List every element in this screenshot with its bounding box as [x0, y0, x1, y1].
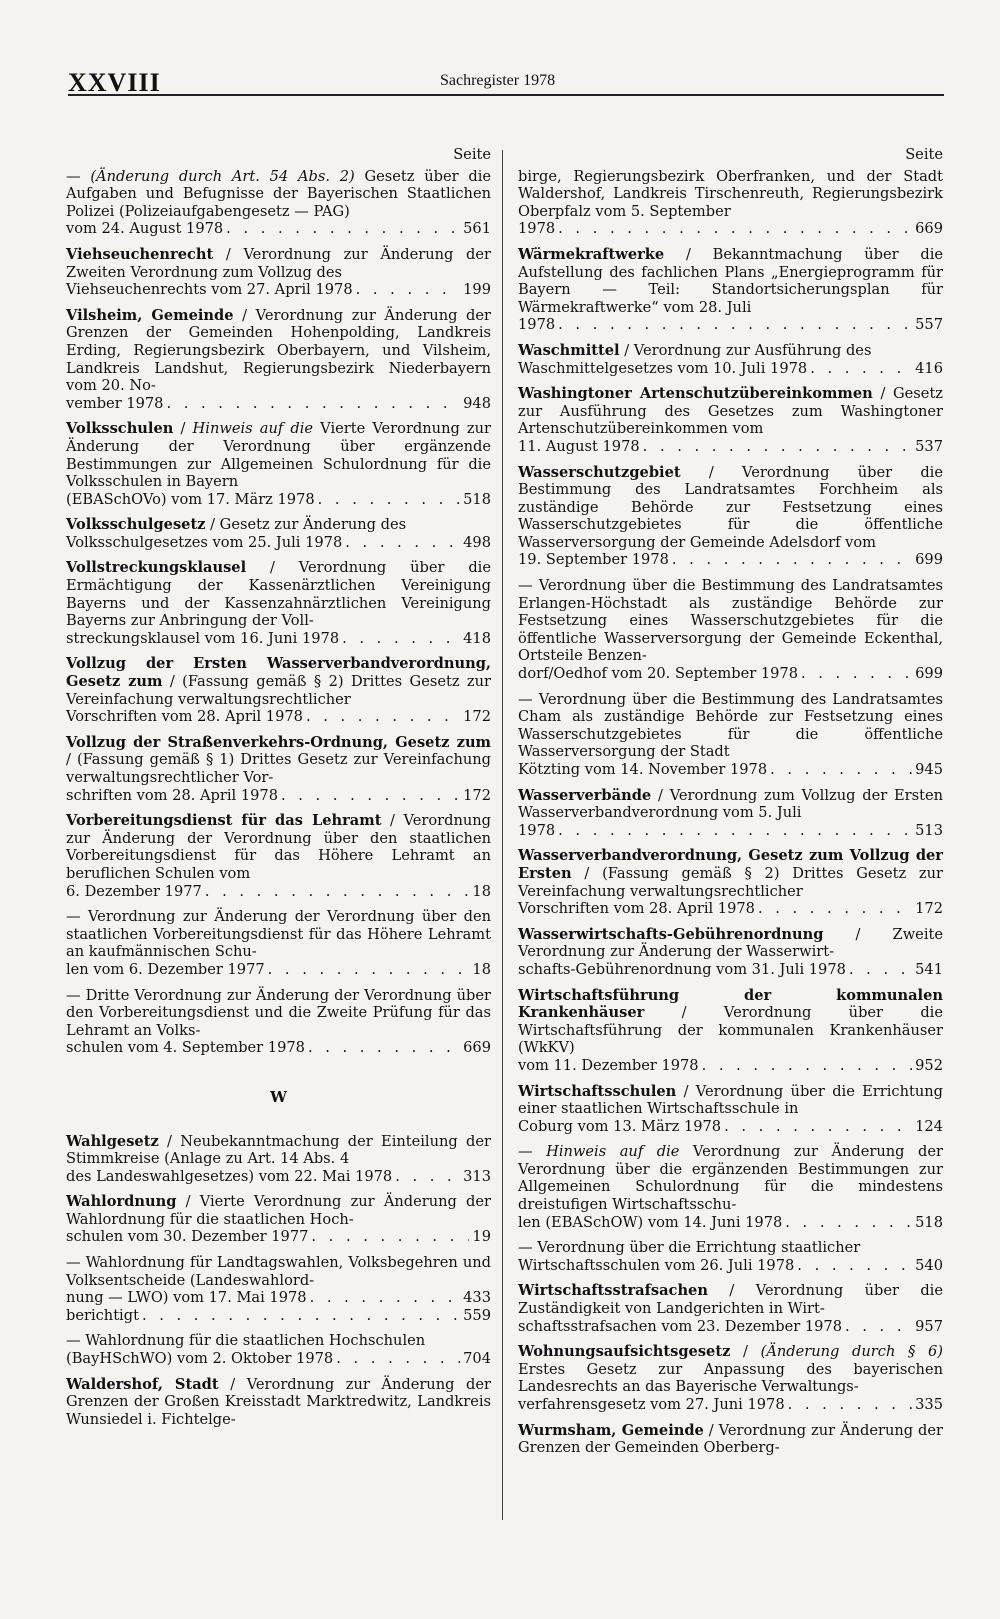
entry-text: Wirtschaftsschulen vom 26. Juli 1978	[518, 1256, 795, 1274]
index-entry	[66, 516, 491, 551]
entry-page-line	[66, 961, 491, 979]
entry-note: Hinweis auf die	[192, 420, 314, 438]
entry-text: Vorschriften vom 28. April 1978	[518, 900, 755, 918]
index-entry	[518, 1239, 943, 1274]
leader-dots	[318, 491, 460, 509]
entry-text: schafts-Gebührenordnung vom 31. Juli 1978	[518, 960, 846, 978]
entry-page-line	[518, 761, 943, 779]
entry-heading: Wirtschaftsführung der kommunalen Krankenhäuser	[518, 986, 943, 1022]
page-reference: 561	[463, 220, 491, 238]
entry-heading: Wurmsham, Gemeinde	[518, 1421, 704, 1439]
entry-text: —	[66, 167, 91, 185]
index-entry	[518, 1083, 943, 1136]
leader-dots	[849, 961, 912, 979]
entry-text: Erstes Gesetz zur Anpassung des bayerischen Landesrechts an das Bayerische Verwaltungs-	[518, 1360, 943, 1396]
index-entry	[66, 1376, 491, 1429]
entry-heading: Volksschulen	[66, 420, 174, 438]
entry-heading: Wasserschutzgebiet	[518, 463, 681, 481]
entry-page-line	[518, 1057, 943, 1075]
leader-dots	[336, 1350, 460, 1368]
entry-page-line	[66, 534, 491, 552]
entry-text: / Gesetz zur Änderung des	[205, 516, 407, 534]
entry-text: / Zweite Verordnung zur Änderung der Wasserwirt-	[518, 925, 943, 961]
entry-text: len (EBASchOW) vom 14. Juni 1978	[518, 1213, 783, 1231]
leader-dots	[142, 1307, 460, 1325]
leader-dots	[205, 883, 470, 901]
entry-text: /	[730, 1343, 761, 1361]
entry-text: schulen vom 30. Dezember 1977	[66, 1228, 309, 1246]
entry-heading: Wahlordnung	[66, 1193, 177, 1211]
index-entry	[518, 847, 943, 917]
entry-text: Viehseuchenrechts vom 27. April 1978	[66, 281, 353, 299]
page-header	[68, 70, 944, 96]
entry-heading: Wasserverbandverordnung, Gesetz zum Vollzug der Ersten	[518, 847, 943, 882]
leader-dots	[643, 438, 912, 456]
seite-label: Seite	[453, 146, 491, 163]
entry-heading: Waldershof, Stadt	[66, 1375, 219, 1393]
leader-dots	[801, 665, 912, 683]
page-reference: 518	[463, 490, 491, 508]
entry-text: Verordnung zur Änderung der Verordnung über die ergänzenden Bestimmungen zur Allgemeinen Schulordnung für die mindestens dreistufigen Wirtschaftsschu-	[518, 1143, 944, 1214]
page-reference: 559	[463, 1306, 491, 1324]
entry-text: vom 24. August 1978	[66, 220, 224, 238]
column-divider	[502, 150, 503, 1520]
entry-heading: Washingtoner Artenschutzübereinkommen	[518, 385, 873, 403]
entry-text: len vom 6. Dezember 1977	[66, 960, 265, 978]
entry-heading: Vorbereitungsdienst für das Lehramt	[66, 812, 382, 830]
page-reference: 540	[915, 1256, 943, 1274]
entry-text: / Gesetz zur Ausführung des Gesetzes zum Washingtoner Artenschutzübereinkommen vom	[518, 385, 943, 438]
page-reference: 433	[463, 1289, 491, 1307]
leader-dots	[724, 1118, 912, 1136]
entry-heading: Wirtschaftsstrafsachen	[518, 1282, 708, 1300]
entry-page-line	[518, 900, 943, 918]
entry-page-line	[66, 1039, 491, 1057]
section-letter: W	[270, 1087, 287, 1106]
page-reference: 518	[915, 1213, 943, 1231]
entry-text: Kötzting vom 14. November 1978	[518, 761, 768, 778]
entry-text: —	[518, 1143, 547, 1161]
entry-text: — Wahlordnung für Landtagswahlen, Volksbegehren und Volksentscheide (Landeswahlord-	[66, 1254, 491, 1289]
entry-text: 6. Dezember 1977	[66, 882, 202, 900]
entry-text: (EBASchOVo) vom 17. März 1978	[66, 490, 315, 508]
entry-text: Vierte Verordnung zur Änderung der Verordnung über ergänzende Bestimmungen zur Allgemeinen Schulordnung für die Volksschulen in Bayern	[66, 420, 491, 491]
entry-page-line	[518, 1257, 943, 1275]
leader-dots	[166, 395, 460, 413]
left-column	[66, 146, 491, 1436]
leader-dots	[810, 360, 912, 378]
index-entry	[66, 812, 491, 900]
index-entry	[518, 691, 943, 779]
page-reference: 957	[915, 1317, 943, 1335]
leader-dots	[308, 1039, 460, 1057]
entry-page-line	[66, 281, 491, 299]
page-reference: 172	[463, 708, 491, 726]
leader-dots	[788, 1396, 913, 1414]
index-entry	[66, 1193, 491, 1246]
index-entry	[66, 987, 491, 1057]
leader-dots	[226, 220, 460, 238]
index-entry	[66, 1133, 491, 1186]
entry-page-line	[66, 1168, 491, 1186]
entry-page-line	[518, 1214, 943, 1232]
leader-dots	[672, 551, 912, 569]
entry-page-line	[518, 1396, 943, 1414]
entry-text: / Verordnung über die Bestimmung des Landratsamtes Forchheim als zuständige Behörde zur Festsetzung eines Wasserschutzgebietes für die öffentliche Wasserversorgung der Gemeinde Adelsdorf vom	[518, 463, 943, 551]
entry-text: / Verordnung zur Änderung der Grenzen der Gemeinden Hohenpolding, Landkreis Erding, Regierungsbezirk Oberbayern, und Vilsheim, Landkreis Landshut, Regierungsbezirk Niederbayern vom 20. No-	[66, 306, 492, 395]
leader-dots	[702, 1057, 913, 1075]
entry-text: / Verordnung zur Änderung der Zweiten Verordnung zum Vollzug des	[66, 245, 491, 281]
right-column	[518, 146, 943, 1465]
entry-page-line	[518, 665, 943, 683]
page-reference: 669	[915, 220, 943, 238]
page-reference: 124	[915, 1117, 943, 1135]
leader-dots	[342, 630, 460, 648]
entry-heading: Wohnungsaufsichtsgesetz	[518, 1343, 731, 1361]
leader-dots	[281, 787, 460, 805]
leader-dots	[558, 316, 912, 334]
entry-text: Gesetz über die Aufgaben und Befugnisse der Bayerischen Staatlichen Polizei (Polizeiaufgabengesetz — PAG)	[66, 167, 491, 220]
entry-heading: Vilsheim, Gemeinde	[66, 306, 234, 324]
entry-text: — Dritte Verordnung zur Änderung der Verordnung über den Vorbereitungsdienst und die Zweite Prüfung für das Lehramt an Volks-	[66, 986, 491, 1039]
entry-text: 1978	[518, 220, 556, 238]
entry-text: Volksschulgesetzes vom 25. Juli 1978	[66, 533, 343, 551]
entry-page-line	[66, 883, 491, 901]
page-reference: 537	[915, 437, 943, 455]
entry-text: — Verordnung über die Bestimmung des Landratsamtes Erlangen-Höchstadt als zuständige Behörde zur Festsetzung eines Wasserschutzgebietes für die öffentliche Wasserversorgung der Gemeinde Eckenthal, Ortsteile Benzen-	[518, 577, 943, 665]
entry-text: / Verordnung über die Ermächtigung der Kassenärztlichen Vereinigung Bayerns und der Kassenzahnärztlichen Vereinigung Bayerns zur Anbringung der Voll-	[66, 559, 491, 630]
entry-text: schulen vom 4. September 1978	[66, 1039, 305, 1057]
entry-page-line	[518, 438, 943, 456]
entry-heading: Wirtschaftsschulen	[518, 1082, 677, 1100]
index-entry	[66, 307, 491, 413]
entry-text: 1978	[518, 821, 556, 839]
leader-dots	[558, 822, 912, 840]
entry-text: / Verordnung über die Errichtung einer staatlichen Wirtschaftsschule in	[518, 1082, 943, 1118]
entry-text: Coburg vom 13. März 1978	[518, 1117, 722, 1135]
entry-text: schaftsstrafsachen vom 23. Dezember 1978	[518, 1317, 842, 1335]
index-entry	[518, 168, 943, 238]
leader-dots	[845, 1318, 912, 1336]
entry-text: vember 1978	[66, 394, 164, 412]
page-reference: 704	[463, 1350, 491, 1368]
entry-text: des Landeswahlgesetzes) vom 22. Mai 1978	[66, 1167, 393, 1185]
page-reference: 699	[915, 551, 943, 569]
page-reference: 418	[463, 629, 491, 647]
entry-text: 1978	[518, 316, 556, 334]
leader-dots	[558, 220, 912, 238]
entry-text: / (Fassung gemäß § 2) Drittes Gesetz zur Vereinfachung verwaltungsrechtlicher	[66, 673, 491, 708]
entry-text: dorf/Oedhof vom 20. September 1978	[518, 665, 798, 683]
leader-dots	[306, 708, 460, 726]
entry-text: vom 11. Dezember 1978	[518, 1056, 699, 1074]
leader-dots	[268, 961, 470, 979]
leader-dots	[311, 1228, 469, 1246]
entry-text: streckungsklausel vom 16. Juni 1978	[66, 629, 340, 647]
entry-page-line	[518, 551, 943, 569]
entry-page-line	[66, 491, 491, 509]
entry-text: 19. September 1978	[518, 551, 669, 569]
leader-dots	[395, 1168, 460, 1186]
index-entry	[518, 385, 943, 455]
entry-page-line	[518, 822, 943, 840]
entry-page-line	[66, 1307, 491, 1325]
entry-text: / (Fassung gemäß § 1) Drittes Gesetz zur Vereinfachung verwaltungsrechtlicher Vor-	[66, 751, 491, 786]
entry-heading: Wahlgesetz	[66, 1132, 159, 1150]
entry-text: / Verordnung über die Wirtschaftsführung der kommunalen Krankenhäuser (WkKV)	[518, 1004, 943, 1057]
entry-heading: Wärmekraftwerke	[518, 245, 665, 263]
page-reference: 416	[915, 359, 943, 377]
page-reference: 313	[463, 1167, 491, 1185]
index-entry	[518, 1422, 943, 1457]
entry-text: Waschmittelgesetzes vom 10. Juli 1978	[518, 359, 808, 377]
entry-page-line	[518, 1318, 943, 1336]
page-number: XXVIII	[68, 68, 161, 97]
entry-text: — Verordnung zur Änderung der Verordnung über den staatlichen Vorbereitungsdienst für das Höhere Lehramt an kaufmännischen Schu-	[66, 908, 491, 961]
index-entry	[66, 908, 491, 978]
page-reference: 557	[915, 316, 943, 334]
entry-text: nung — LWO) vom 17. Mai 1978	[66, 1289, 307, 1307]
page-reference: 172	[915, 900, 943, 918]
entry-page-line	[518, 1118, 943, 1136]
entry-page-line	[66, 1228, 491, 1246]
entry-text: / Neubekanntmachung der Einteilung der Stimmkreise (Anlage zu Art. 14 Abs. 4	[66, 1132, 491, 1168]
entry-note: Hinweis auf die	[546, 1143, 680, 1161]
entry-heading: Vollzug der Straßenverkehrs-Ordnung, Gesetz zum	[66, 733, 491, 751]
index-entry	[66, 1332, 491, 1367]
page-reference: 18	[472, 882, 491, 900]
entry-page-line	[66, 395, 491, 413]
entry-heading: Viehseuchenrecht	[66, 245, 214, 263]
entry-text: / Bekanntmachung über die Aufstellung des fachlichen Plans „Energieprogramm für Bayern — Teil: Standortsicherungsplan für Wärmekraftwerke“ vom 28. Juli	[518, 245, 943, 316]
entry-page-line	[66, 1350, 491, 1368]
index-entry	[518, 246, 943, 334]
index-entry	[66, 246, 491, 299]
entry-note: (Änderung durch Art. 54 Abs. 2)	[90, 167, 355, 185]
page-reference: 948	[463, 394, 491, 412]
entry-text: / Verordnung zur Änderung der Grenzen der Gemeinden Oberberg-	[518, 1421, 944, 1457]
index-entry	[66, 1254, 491, 1324]
leader-dots	[356, 281, 461, 299]
index-entry	[66, 655, 491, 725]
leader-dots	[310, 1289, 461, 1307]
entry-text: / Verordnung zur Änderung der Grenzen der Großen Kreisstadt Marktredwitz, Landkreis Wunsiedel i. Fichtelge-	[66, 1375, 491, 1428]
leader-dots	[758, 900, 912, 918]
page-reference: 945	[915, 761, 943, 778]
entry-text: berichtigt	[66, 1306, 139, 1324]
entry-text: 11. August 1978	[518, 437, 640, 455]
entry-text: — Verordnung über die Bestimmung des Landratsamtes Cham als zuständige Behörde zur Festsetzung eines Wasserschutzgebietes für die öffentliche Wasserversorgung der Stadt	[518, 690, 943, 761]
index-entry	[518, 464, 943, 570]
entry-heading: Wasserwirtschafts-Gebührenordnung	[518, 925, 824, 943]
page-reference: 335	[915, 1396, 943, 1413]
page-reference: 18	[472, 960, 491, 978]
entry-heading: Waschmittel	[518, 341, 620, 359]
page-reference: 952	[915, 1056, 943, 1074]
index-entry	[518, 787, 943, 840]
entry-heading: Vollzug der Ersten Wasserverbandverordnung, Gesetz zum	[66, 655, 491, 691]
entry-note: (Änderung durch § 6)	[760, 1343, 943, 1361]
entry-text: / Vierte Verordnung zur Änderung der Wahlordnung für die staatlichen Hoch-	[66, 1193, 491, 1228]
entry-text: / (Fassung gemäß § 2) Drittes Gesetz zur Vereinfachung verwaltungsrechtlicher	[518, 864, 943, 900]
entry-text: birge, Regierungsbezirk Oberfranken, und der Stadt Waldershof, Landkreis Tirschenreuth, Regierungsbezirk Oberpfalz vom 5. September	[518, 167, 943, 220]
entry-page-line	[518, 220, 943, 238]
entry-page-line	[518, 961, 943, 979]
entry-page-line	[66, 787, 491, 805]
index-entry	[66, 168, 491, 238]
entry-text: verfahrensgesetz vom 27. Juni 1978	[518, 1396, 785, 1413]
seite-label: Seite	[905, 146, 943, 163]
index-entry	[66, 559, 491, 647]
entry-page-line	[66, 630, 491, 648]
page-reference: 669	[463, 1039, 491, 1057]
index-entry	[518, 1143, 943, 1231]
index-entry	[518, 1343, 943, 1413]
page-reference: 498	[463, 533, 491, 551]
entry-text: — Wahlordnung für die staatlichen Hochschulen	[66, 1332, 426, 1350]
entry-text: — Verordnung über die Errichtung staatlicher	[518, 1239, 861, 1257]
entry-page-line	[518, 316, 943, 334]
entry-text: / Verordnung zur Änderung der Verordnung über den staatlichen Vorbereitungsdienst für das Höhere Lehramt an beruflichen Schulen vom	[66, 812, 491, 882]
leader-dots	[345, 534, 460, 552]
entry-text: schriften vom 28. April 1978	[66, 786, 278, 804]
entry-page-line	[518, 360, 943, 378]
index-entry	[518, 1282, 943, 1335]
index-entry	[518, 926, 943, 979]
page-reference: 199	[463, 281, 491, 299]
running-title: Sachregister 1978	[440, 72, 556, 89]
entry-text: / Verordnung zur Ausführung des	[619, 341, 872, 359]
leader-dots	[797, 1257, 912, 1275]
leader-dots	[770, 761, 912, 779]
entry-text: /	[173, 420, 193, 438]
index-entry	[518, 342, 943, 377]
entry-text: / Verordnung zum Vollzug der Ersten Wasserverbandverordnung vom 5. Juli	[518, 786, 943, 822]
leader-dots	[785, 1214, 912, 1232]
entry-page-line	[66, 1289, 491, 1307]
entry-heading: Vollstreckungsklausel	[66, 559, 247, 577]
page-reference: 541	[915, 960, 943, 978]
page-reference: 19	[472, 1228, 491, 1246]
entry-text: Vorschriften vom 28. April 1978	[66, 708, 303, 726]
page-reference: 172	[463, 786, 491, 804]
index-entry	[66, 734, 491, 804]
entry-heading: Volksschulgesetz	[66, 516, 206, 534]
page-reference: 699	[915, 665, 943, 683]
index-entry	[518, 577, 943, 683]
entry-text: (BayHSchWO) vom 2. Oktober 1978	[66, 1350, 334, 1368]
index-entry	[66, 420, 491, 508]
index-entry	[518, 987, 943, 1075]
entry-page-line	[66, 220, 491, 238]
page-reference: 513	[915, 821, 943, 839]
entry-text: / Verordnung über die Zuständigkeit von Landgerichten in Wirt-	[518, 1282, 943, 1318]
entry-page-line	[66, 708, 491, 726]
entry-heading: Wasserverbände	[518, 786, 652, 804]
